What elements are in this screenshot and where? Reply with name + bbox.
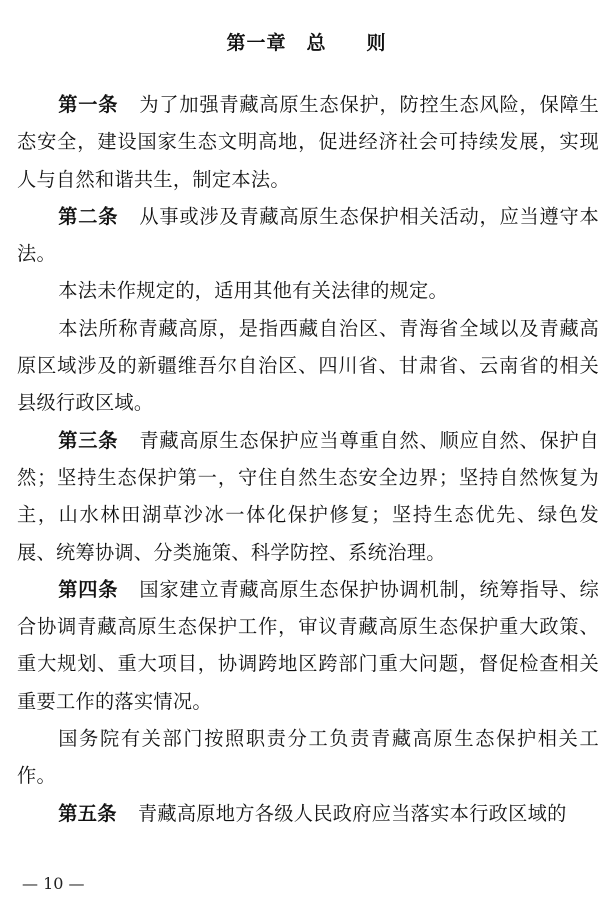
article-paragraph bbox=[17, 571, 599, 720]
article-text: 青藏高原地方各级人民政府应当落实本行政区域的 bbox=[137, 801, 567, 825]
article-text: 从事或涉及青藏高原生态保护相关活动，应当遵守本法。 bbox=[17, 204, 599, 266]
article-label: 第三条 bbox=[58, 428, 119, 452]
article-paragraph bbox=[17, 198, 599, 273]
paragraph-text: 本法所称青藏高原，是指西藏自治区、青海省全域以及青藏高原区域涉及的新疆维吾尔自治区、四川省、甘肃省、云南省的相关县级行政区域。 bbox=[17, 316, 599, 415]
paragraph-text: 国务院有关部门按照职责分工负责青藏高原生态保护相关工作。 bbox=[17, 727, 599, 788]
article-label: 第二条 bbox=[58, 204, 119, 228]
paragraph bbox=[17, 720, 599, 795]
article-text: 为了加强青藏高原生态保护，防控生态风险，保障生态安全，建设国家生态文明高地，促进经济社会可持续发展，实现人与自然和谐共生，制定本法。 bbox=[17, 93, 599, 191]
article-label: 第五条 bbox=[58, 801, 117, 825]
article-paragraph bbox=[17, 422, 599, 571]
article-paragraph bbox=[17, 795, 599, 832]
page-number: — 10 — bbox=[22, 874, 85, 893]
paragraph bbox=[17, 272, 599, 309]
chapter-title: 第一章 总 则 bbox=[226, 32, 387, 54]
paragraph-text: 本法未作规定的，适用其他有关法律的规定。 bbox=[58, 279, 449, 303]
article-text: 青藏高原生态保护应当尊重自然、顺应自然、保护自然；坚持生态保护第一，守住自然生态安全边界；坚持自然恢复为主，山水林田湖草沙冰一体化保护修复；坚持生态优先、绿色发展、统筹协调、分类施策、科学防控、系统治理。 bbox=[17, 428, 599, 564]
article-label: 第一条 bbox=[58, 93, 119, 116]
article-text: 国家建立青藏高原生态保护协调机制，统筹指导、综合协调青藏高原生态保护工作，审议青藏高原生态保护重大政策、重大规划、重大项目，协调跨地区跨部门重大问题，督促检查相关重要工作的落实情况。 bbox=[17, 577, 599, 713]
document-body bbox=[17, 86, 599, 832]
article-paragraph bbox=[17, 86, 599, 198]
paragraph bbox=[17, 310, 599, 422]
article-label: 第四条 bbox=[58, 577, 119, 601]
